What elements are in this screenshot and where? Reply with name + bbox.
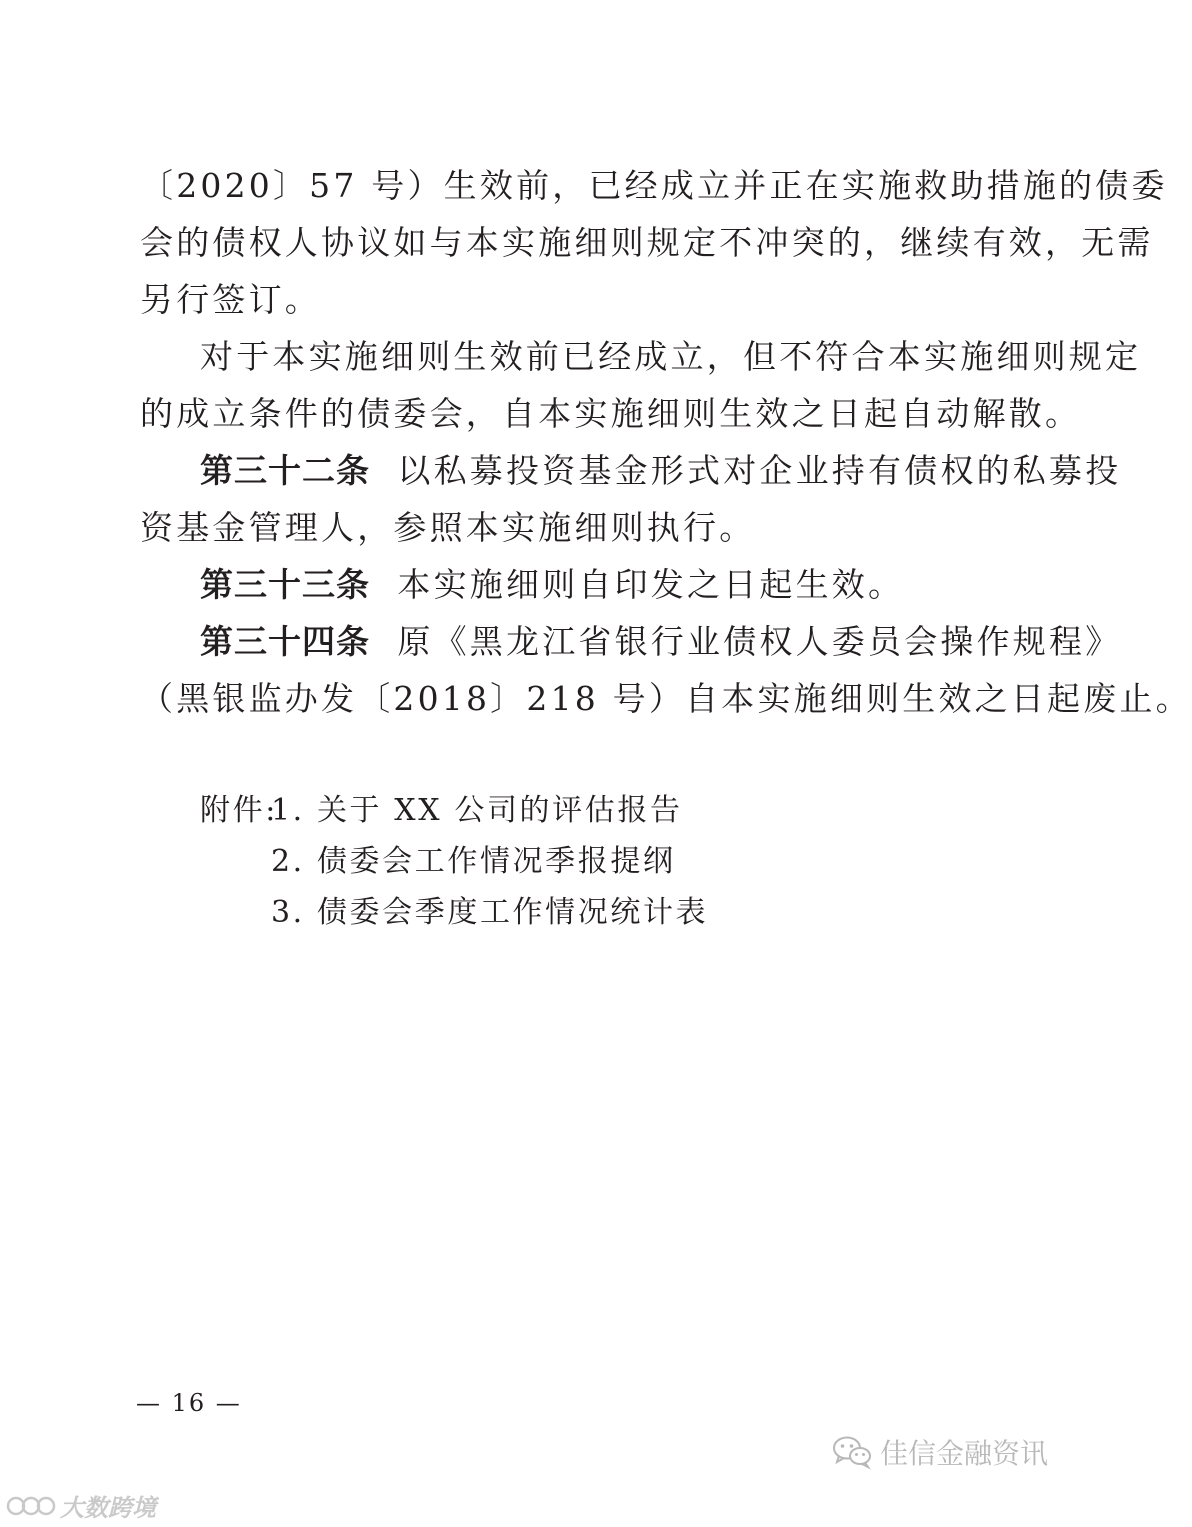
body-line-3: 另行签订。 <box>140 280 321 319</box>
tiger-logo-icon <box>6 1493 56 1519</box>
attachment-item-2: 2. 债委会工作情况季报提纲 <box>271 844 676 879</box>
article-32-heading: 第三十二条 <box>200 451 370 490</box>
article-34-continuation: （黑银监办发〔2018〕218 号）自本实施细则生效之日起废止。 <box>140 679 1192 718</box>
article-32 <box>200 451 1121 491</box>
wechat-icon <box>832 1435 872 1469</box>
body-line-1: 〔2020〕57 号）生效前，已经成立并正在实施救助措施的债委 <box>140 166 1168 205</box>
page-number: — 16 — <box>136 1389 242 1417</box>
attachment-item-3: 3. 债委会季度工作情况统计表 <box>271 895 709 930</box>
article-34 <box>200 622 1121 662</box>
watermark-right-text: 佳信金融资讯 <box>879 1437 1048 1470</box>
watermark-left-text: 大数跨境 <box>60 1494 156 1522</box>
article-32-continuation: 资基金管理人，参照本实施细则执行。 <box>140 508 756 547</box>
body-line-2: 会的债权人协议如与本实施细则规定不冲突的，继续有效，无需 <box>140 223 1154 262</box>
attachments-label: 附件: <box>200 793 278 828</box>
watermark-right <box>832 1432 1048 1472</box>
body-line-4: 对于本实施细则生效前已经成立，但不符合本实施细则规定 <box>200 337 1142 376</box>
article-33 <box>200 565 904 605</box>
body-line-5: 的成立条件的债委会，自本实施细则生效之日起自动解散。 <box>140 394 1082 433</box>
attachment-item-1: 1. 关于 XX 公司的评估报告 <box>271 793 683 828</box>
article-32-text: 以私募投资基金形式对企业持有债权的私募投 <box>397 451 1122 490</box>
article-34-text: 原《黑龙江省银行业债权人委员会操作规程》 <box>397 622 1122 661</box>
watermark-left <box>6 1488 156 1523</box>
article-33-heading: 第三十三条 <box>200 565 370 604</box>
article-33-text: 本实施细则自印发之日起生效。 <box>397 565 905 604</box>
article-34-heading: 第三十四条 <box>200 622 370 661</box>
